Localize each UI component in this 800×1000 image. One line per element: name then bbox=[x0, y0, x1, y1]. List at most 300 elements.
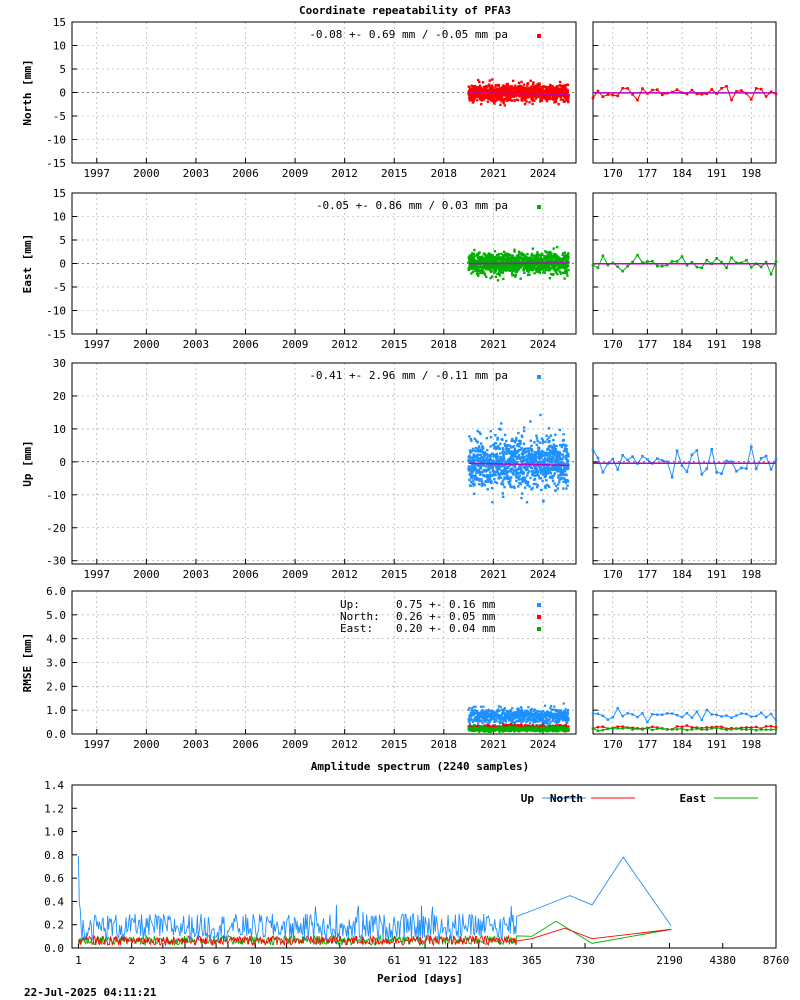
up-point bbox=[494, 434, 496, 436]
up-point bbox=[511, 467, 513, 469]
rmse-point bbox=[469, 723, 471, 725]
up-point bbox=[567, 467, 569, 469]
x-tick-label: 2015 bbox=[380, 338, 408, 351]
x-tick-label: 2012 bbox=[331, 338, 358, 351]
x-tick-label: 2000 bbox=[133, 338, 160, 351]
up-point bbox=[517, 443, 519, 445]
rmse-point bbox=[529, 717, 531, 719]
up-legend-marker bbox=[537, 375, 541, 379]
up-point bbox=[536, 440, 538, 442]
up-zoom-point bbox=[710, 448, 713, 451]
up-point bbox=[473, 493, 475, 495]
east-zoom-point bbox=[616, 265, 619, 268]
figure-title: Coordinate repeatability of PFA3 bbox=[299, 4, 511, 17]
up-point bbox=[530, 440, 532, 442]
x-tick-label: 1997 bbox=[83, 738, 111, 751]
up-point bbox=[545, 479, 547, 481]
north-zoom-point bbox=[750, 98, 753, 101]
up-point bbox=[566, 484, 568, 486]
north-point bbox=[532, 81, 534, 83]
up-point bbox=[546, 435, 548, 437]
east-point bbox=[556, 273, 558, 275]
up-point bbox=[480, 478, 482, 480]
up-point bbox=[471, 450, 473, 452]
north-point bbox=[533, 99, 535, 101]
north-point bbox=[520, 81, 522, 83]
rmse-point bbox=[567, 709, 569, 711]
up-point bbox=[553, 474, 555, 476]
up-point bbox=[533, 441, 535, 443]
y-tick-label: 0.0 bbox=[46, 728, 66, 741]
east-point bbox=[553, 247, 555, 249]
up-point bbox=[527, 481, 529, 483]
up-annotation: -0.41 +- 2.96 mm / -0.11 mm pa bbox=[309, 369, 508, 382]
up-point bbox=[523, 443, 525, 445]
up-point bbox=[524, 487, 526, 489]
x-tick-label: 2006 bbox=[232, 568, 259, 581]
up-point bbox=[524, 448, 526, 450]
up-point bbox=[468, 435, 470, 437]
up-point bbox=[520, 497, 522, 499]
up-point bbox=[515, 439, 517, 441]
east-point bbox=[528, 273, 530, 275]
north-point bbox=[560, 98, 562, 100]
east-zoom-point bbox=[715, 257, 718, 260]
up-point bbox=[538, 447, 540, 449]
up-point bbox=[502, 483, 504, 485]
north-point bbox=[499, 104, 501, 106]
x-tick-label: 2021 bbox=[480, 167, 507, 180]
up-point bbox=[496, 482, 498, 484]
north-zoom-point bbox=[661, 94, 664, 97]
east-point bbox=[533, 272, 535, 274]
north-legend-marker bbox=[537, 34, 541, 38]
rmse-point bbox=[549, 719, 551, 721]
east-point bbox=[527, 271, 529, 273]
up-zoom-point bbox=[750, 445, 753, 448]
rmse-point bbox=[495, 720, 497, 722]
east-zoom-point bbox=[696, 266, 699, 269]
up-point bbox=[509, 480, 511, 482]
east-point bbox=[567, 264, 569, 266]
east-zoom-point bbox=[730, 256, 733, 259]
east-point bbox=[526, 253, 528, 255]
north-point bbox=[482, 81, 484, 83]
east-point bbox=[519, 277, 521, 279]
rmse-point bbox=[510, 711, 512, 713]
east-point bbox=[495, 276, 497, 278]
up-point bbox=[565, 481, 567, 483]
y-tick-label: 0 bbox=[59, 257, 66, 271]
up-point bbox=[562, 433, 564, 435]
north-zoom-point bbox=[651, 89, 654, 92]
x-tick-label: 1997 bbox=[83, 167, 111, 180]
up-point bbox=[486, 488, 488, 490]
x-tick-label: 191 bbox=[706, 167, 727, 180]
up-point bbox=[542, 500, 544, 502]
up-point bbox=[531, 450, 533, 452]
up-point bbox=[519, 442, 521, 444]
north-zoom-point bbox=[760, 88, 763, 91]
east-zoom-point bbox=[597, 266, 600, 269]
y-tick-label: 5 bbox=[59, 63, 66, 76]
y-tick-label: 10 bbox=[52, 210, 66, 224]
x-tick-label: 2009 bbox=[281, 338, 309, 351]
east-zoom-point bbox=[725, 266, 728, 269]
up-point bbox=[552, 480, 554, 482]
x-tick-label: 2009 bbox=[281, 738, 309, 751]
up-zoom-point bbox=[626, 459, 629, 462]
spectrum-title: Amplitude spectrum (2240 samples) bbox=[310, 760, 530, 773]
east-point bbox=[532, 269, 534, 271]
up-point bbox=[544, 441, 546, 443]
x-tick-label: 170 bbox=[602, 568, 623, 581]
x-tick-label: 184 bbox=[672, 167, 692, 180]
north-zoom-point bbox=[611, 94, 614, 97]
north-point bbox=[512, 80, 514, 82]
x-tick-label: 2021 bbox=[480, 338, 507, 351]
east-point bbox=[478, 251, 480, 253]
rmse-point bbox=[549, 721, 551, 723]
up-zoom-point bbox=[671, 476, 674, 479]
east-zoom-point bbox=[775, 260, 778, 263]
x-tick-label: 1997 bbox=[83, 338, 111, 351]
y-tick-label: 2.0 bbox=[46, 680, 66, 694]
rmse-main-panel bbox=[46, 585, 576, 751]
x-tick-label: 191 bbox=[706, 568, 727, 581]
y-tick-label: 20 bbox=[52, 389, 66, 403]
east-zoom-line bbox=[593, 255, 776, 274]
east-legend-marker bbox=[537, 205, 541, 209]
up-point bbox=[486, 449, 488, 451]
up-point bbox=[535, 435, 537, 437]
east-point bbox=[485, 276, 487, 278]
up-zoom-point bbox=[681, 464, 684, 467]
up-point bbox=[515, 480, 517, 482]
x-tick-label: 2012 bbox=[331, 568, 358, 581]
up-point bbox=[517, 432, 519, 434]
rmse-point bbox=[546, 723, 548, 725]
rmse-point bbox=[530, 711, 532, 713]
up-point bbox=[513, 487, 515, 489]
up-point bbox=[486, 437, 488, 439]
rmse-point bbox=[480, 706, 482, 708]
up-point bbox=[497, 437, 499, 439]
up-point bbox=[529, 420, 531, 422]
up-point bbox=[536, 444, 538, 446]
rmse-point bbox=[529, 722, 531, 724]
north-point bbox=[539, 84, 541, 86]
east-point bbox=[503, 251, 505, 253]
x-tick-label: 184 bbox=[672, 338, 692, 351]
east-point bbox=[566, 274, 568, 276]
up-point bbox=[537, 484, 539, 486]
rmse-point bbox=[553, 706, 555, 708]
north-point bbox=[557, 103, 559, 105]
north-point bbox=[491, 78, 493, 80]
north-point bbox=[559, 81, 561, 83]
east-point bbox=[550, 252, 552, 254]
up-point bbox=[552, 439, 554, 441]
y-tick-label: 5 bbox=[59, 234, 66, 247]
up-point bbox=[518, 445, 520, 447]
east-zoom-point bbox=[760, 266, 763, 269]
north-point bbox=[567, 84, 569, 86]
north-zoom-point bbox=[641, 87, 644, 90]
north-point bbox=[506, 100, 508, 102]
up-point bbox=[527, 447, 529, 449]
up-point bbox=[562, 455, 564, 457]
east-point bbox=[495, 269, 497, 271]
plots-layer bbox=[21, 16, 789, 985]
up-point bbox=[482, 447, 484, 449]
up-point bbox=[469, 485, 471, 487]
up-zoom-point bbox=[597, 457, 600, 460]
up-point bbox=[545, 475, 547, 477]
up-point bbox=[567, 480, 569, 482]
up-point bbox=[567, 460, 569, 462]
up-point bbox=[479, 474, 481, 476]
east-point bbox=[564, 251, 566, 253]
x-tick-label: 2003 bbox=[182, 167, 210, 180]
up-point bbox=[548, 427, 550, 429]
up-point bbox=[540, 489, 542, 491]
up-point bbox=[530, 453, 532, 455]
rmse-point bbox=[474, 706, 476, 708]
north-point bbox=[480, 103, 482, 105]
north-annotation: -0.08 +- 0.69 mm / -0.05 mm pa bbox=[309, 28, 508, 41]
x-tick-label: 2000 bbox=[133, 738, 160, 751]
east-annotation: -0.05 +- 0.86 mm / 0.03 mm pa bbox=[315, 199, 508, 212]
up-point bbox=[503, 458, 505, 460]
up-point bbox=[488, 476, 490, 478]
x-tick-label: 2003 bbox=[182, 738, 210, 751]
up-point bbox=[502, 496, 504, 498]
up-point bbox=[499, 443, 501, 445]
rmse-point bbox=[511, 707, 513, 709]
x-tick-label: 177 bbox=[637, 167, 658, 180]
up-point bbox=[505, 453, 507, 455]
timestamp: 22-Jul-2025 04:11:21 bbox=[24, 986, 157, 999]
up-point bbox=[563, 439, 565, 441]
east-zoom-point bbox=[701, 267, 704, 270]
up-zoom-point bbox=[631, 455, 634, 458]
up-zoom-point bbox=[592, 449, 595, 452]
up-point bbox=[551, 460, 553, 462]
north-zoom-point bbox=[740, 89, 743, 92]
north-point bbox=[555, 101, 557, 103]
y-tick-label: 30 bbox=[52, 357, 66, 370]
up-point bbox=[561, 458, 563, 460]
east-y-axis-label: East [mm] bbox=[21, 233, 34, 294]
north-point bbox=[567, 91, 569, 93]
up-point bbox=[512, 473, 514, 475]
y-tick-label: 6.0 bbox=[46, 585, 66, 598]
rmse-point bbox=[543, 716, 545, 718]
rmse-point bbox=[560, 709, 562, 711]
rmse-point bbox=[544, 705, 546, 707]
up-point bbox=[504, 434, 506, 436]
north-point bbox=[523, 83, 525, 85]
up-point bbox=[523, 426, 525, 428]
x-tick-label: 2012 bbox=[331, 167, 358, 180]
up-point bbox=[531, 487, 533, 489]
north-zoom-point bbox=[755, 87, 758, 90]
up-point bbox=[480, 442, 482, 444]
east-point bbox=[502, 278, 504, 280]
north-point bbox=[498, 85, 500, 87]
rmse-point bbox=[505, 720, 507, 722]
north-point bbox=[528, 101, 530, 103]
north-zoom-point bbox=[656, 88, 659, 91]
up-point bbox=[480, 467, 482, 469]
up-zoom-point bbox=[720, 472, 723, 475]
x-tick-label: 2024 bbox=[529, 338, 557, 351]
up-zoom-point bbox=[760, 457, 763, 460]
up-point bbox=[486, 453, 488, 455]
up-zoom-panel bbox=[592, 363, 778, 581]
up-point bbox=[526, 474, 528, 476]
up-point bbox=[528, 485, 530, 487]
north-point bbox=[478, 81, 480, 83]
north-zoom-point bbox=[720, 87, 723, 90]
north-zoom-point bbox=[592, 97, 595, 100]
up-point bbox=[548, 440, 550, 442]
up-zoom-point bbox=[770, 468, 773, 471]
north-point bbox=[525, 100, 527, 102]
north-point bbox=[535, 97, 537, 99]
x-tick-label: 177 bbox=[637, 338, 658, 351]
east-point bbox=[497, 279, 499, 281]
east-point bbox=[513, 250, 515, 252]
north-zoom-point bbox=[730, 99, 733, 102]
east-zoom-point bbox=[621, 270, 624, 273]
east-point bbox=[533, 254, 535, 256]
east-zoom-panel bbox=[592, 193, 778, 351]
up-point bbox=[478, 446, 480, 448]
up-point bbox=[550, 434, 552, 436]
rmse-point bbox=[504, 707, 506, 709]
east-point bbox=[545, 251, 547, 253]
rmse-point bbox=[531, 708, 533, 710]
north-zoom-point bbox=[607, 93, 610, 96]
up-zoom-point bbox=[621, 454, 624, 457]
up-zoom-point bbox=[740, 467, 743, 470]
north-zoom-point bbox=[710, 88, 713, 91]
up-point bbox=[494, 474, 496, 476]
x-tick-label: 2018 bbox=[430, 338, 458, 351]
up-point bbox=[479, 471, 481, 473]
up-point bbox=[489, 445, 491, 447]
east-zoom-point bbox=[750, 266, 753, 269]
rmse-point bbox=[501, 708, 503, 710]
y-tick-label: 15 bbox=[52, 187, 66, 200]
east-point bbox=[531, 253, 533, 255]
up-point bbox=[529, 477, 531, 479]
north-point bbox=[521, 99, 523, 101]
up-point bbox=[499, 428, 501, 430]
up-point bbox=[558, 481, 560, 483]
up-point bbox=[520, 468, 522, 470]
y-tick-label: -15 bbox=[46, 328, 66, 341]
up-point bbox=[545, 487, 547, 489]
rmse-point bbox=[532, 719, 534, 721]
east-point bbox=[556, 246, 558, 248]
rmse-point bbox=[536, 720, 538, 722]
east-zoom-point bbox=[770, 273, 773, 276]
east-zoom-point bbox=[745, 259, 748, 262]
north-point bbox=[530, 80, 532, 82]
east-point bbox=[567, 252, 569, 254]
x-tick-label: 1997 bbox=[83, 568, 111, 581]
up-point bbox=[500, 422, 502, 424]
y-tick-label: -10 bbox=[46, 133, 66, 147]
east-point bbox=[563, 277, 565, 279]
east-point bbox=[484, 273, 486, 275]
up-point bbox=[470, 440, 472, 442]
east-point bbox=[518, 253, 520, 255]
up-point bbox=[541, 480, 543, 482]
up-point bbox=[519, 475, 521, 477]
east-point bbox=[502, 271, 504, 273]
x-tick-label: 198 bbox=[741, 338, 762, 351]
x-tick-label: 2006 bbox=[232, 338, 259, 351]
up-point bbox=[520, 447, 522, 449]
up-point bbox=[477, 465, 479, 467]
y-tick-label: 4.0 bbox=[46, 632, 66, 646]
y-tick-label: 1.0 bbox=[46, 704, 66, 718]
north-y-axis-label: North [mm] bbox=[21, 59, 34, 126]
up-point bbox=[510, 476, 512, 478]
x-tick-label: 2021 bbox=[480, 738, 507, 751]
up-point bbox=[540, 477, 542, 479]
up-point bbox=[540, 456, 542, 458]
up-point bbox=[555, 485, 557, 487]
up-point bbox=[505, 440, 507, 442]
up-zoom-point bbox=[661, 459, 664, 462]
up-point bbox=[530, 445, 532, 447]
north-point bbox=[567, 101, 569, 103]
east-point bbox=[549, 277, 551, 279]
up-zoom-point bbox=[656, 457, 659, 460]
y-tick-label: -15 bbox=[46, 157, 66, 170]
east-zoom-point bbox=[661, 265, 664, 268]
up-zoom-point bbox=[616, 468, 619, 471]
x-tick-label: 2006 bbox=[232, 738, 259, 751]
up-point bbox=[555, 448, 557, 450]
x-tick-label: 2012 bbox=[331, 738, 358, 751]
rmse-point bbox=[566, 722, 568, 724]
rmse-point bbox=[563, 702, 565, 704]
y-tick-label: -5 bbox=[52, 110, 66, 123]
north-point bbox=[518, 82, 520, 84]
up-point bbox=[491, 501, 493, 503]
east-zoom-point bbox=[626, 265, 629, 268]
x-tick-label: 191 bbox=[706, 338, 727, 351]
up-point bbox=[514, 441, 516, 443]
east-point bbox=[536, 251, 538, 253]
north-zoom-point bbox=[621, 87, 624, 90]
x-tick-label: 2009 bbox=[281, 568, 309, 581]
north-zoom-point bbox=[626, 87, 629, 90]
up-point bbox=[489, 471, 491, 473]
up-zoom-point bbox=[686, 470, 689, 473]
east-zoom-point bbox=[602, 254, 605, 257]
x-tick-label: 170 bbox=[602, 167, 623, 180]
east-point bbox=[481, 255, 483, 257]
up-point bbox=[557, 483, 559, 485]
east-point bbox=[532, 248, 534, 250]
